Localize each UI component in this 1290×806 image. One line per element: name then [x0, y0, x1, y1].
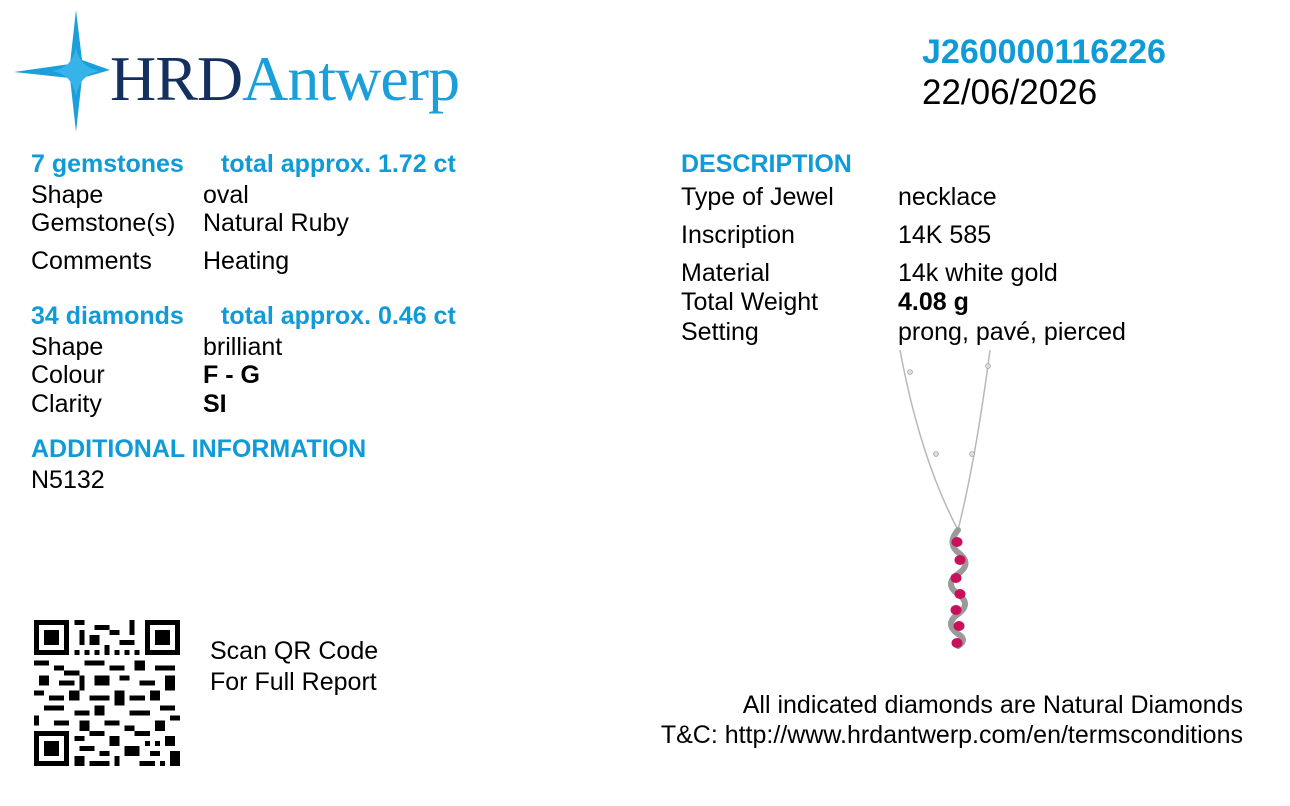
additional-info-heading: ADDITIONAL INFORMATION [31, 435, 367, 463]
diamond-colour-value: F - G [203, 361, 260, 389]
inscription-label: Inscription [681, 221, 795, 249]
diamond-clarity-label: Clarity [31, 390, 102, 418]
logo-wordmark [110, 44, 459, 114]
inscription-value: 14K 585 [898, 221, 992, 249]
diamond-colour-label: Colour [31, 361, 105, 389]
gemstone-comments-label: Comments [31, 247, 152, 275]
diamonds-count-heading: 34 diamonds [31, 302, 184, 330]
logo-antwerp-text: Antwerp [242, 43, 460, 114]
qr-caption-line1: Scan QR Code [210, 637, 379, 665]
material-value: 14k white gold [898, 259, 1058, 287]
diamond-shape-label: Shape [31, 333, 104, 361]
total-weight-label: Total Weight [681, 288, 819, 316]
gemstone-type-value: Natural Ruby [203, 209, 349, 237]
qr-caption-line2: For Full Report [210, 668, 377, 696]
diamonds-total-heading: total approx. 0.46 ct [221, 302, 456, 330]
report-number: J260000116226 [922, 33, 1166, 71]
material-label: Material [681, 259, 770, 287]
gemstone-shape-label: Shape [31, 181, 104, 209]
qr-code[interactable] [34, 620, 180, 766]
gemstone-shape-value: oval [203, 181, 249, 209]
gemstones-count-heading: 7 gemstones [31, 150, 184, 178]
gemstone-comments-value: Heating [203, 247, 290, 275]
diamond-clarity-value: SI [203, 390, 227, 418]
jewel-type-value: necklace [898, 183, 997, 211]
setting-label: Setting [681, 318, 759, 346]
terms-link[interactable]: T&C: http://www.hrdantwerp.com/en/termsconditions [660, 721, 1243, 749]
additional-info-value: N5132 [31, 466, 105, 494]
logo-hrd-text: HRD [110, 43, 243, 114]
gemstones-total-heading: total approx. 1.72 ct [221, 150, 456, 178]
natural-diamonds-notice: All indicated diamonds are Natural Diamonds [742, 691, 1243, 719]
diamond-shape-value: brilliant [203, 333, 283, 361]
gemstone-type-label: Gemstone(s) [31, 209, 176, 237]
description-heading: DESCRIPTION [681, 150, 852, 178]
report-date: 22/06/2026 [922, 73, 1098, 112]
total-weight-value: 4.08 g [898, 288, 969, 316]
necklace-image [880, 348, 1020, 658]
jewel-type-label: Type of Jewel [681, 183, 834, 211]
setting-value: prong, pavé, pierced [898, 318, 1126, 346]
hrd-antwerp-logo [14, 10, 494, 132]
